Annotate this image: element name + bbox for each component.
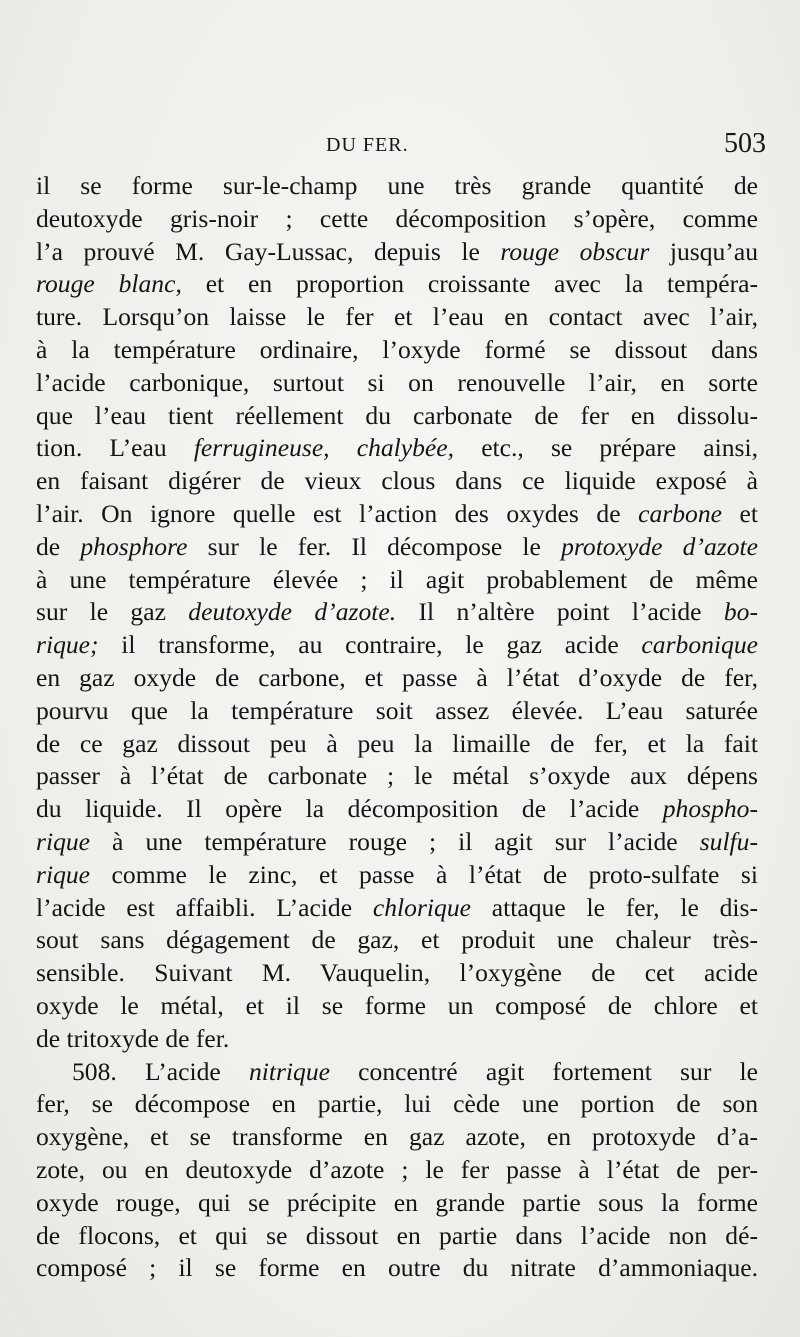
text-line: sensible. Suivant M. Vauquelin, l’oxygène de cet acide xyxy=(36,958,758,988)
text-line: tion. L’eau ferrugineuse, chalybée, etc., se prépare ainsi, xyxy=(36,433,758,463)
text-line: l’acide carbonique, surtout si on renouvelle l’air, en sorte xyxy=(36,367,758,397)
text-line: fer, se décompose en partie, lui cède une portion de son xyxy=(36,1089,758,1119)
page-number: 503 xyxy=(724,128,766,159)
page-header xyxy=(36,128,766,168)
text-line: rouge blanc, et en proportion croissante avec la tempéra- xyxy=(36,269,758,299)
body-text xyxy=(36,170,758,1285)
text-line: l’air. On ignore quelle est l’action des oxydes de carbone et xyxy=(36,498,759,528)
text-line: du liquide. Il opère la décomposition de l’acide phospho- xyxy=(36,794,758,824)
text-line: pourvu que la température soit assez élevée. L’eau saturée xyxy=(36,695,758,725)
text-line: de tritoxyde de fer. xyxy=(36,1023,230,1053)
text-line: il se forme sur-le-champ une très grande quantité de xyxy=(36,171,758,200)
text-line: composé ; il se forme en outre du nitrate d’ammoniaque. xyxy=(36,1253,758,1283)
text-line: l’acide est affaibli. L’acide chlorique attaque le fer, le dis- xyxy=(36,892,758,922)
text-line: en faisant digérer de vieux clous dans ce liquide exposé à xyxy=(36,466,758,496)
text-line: de flocons, et qui se dissout en partie dans l’acide non dé- xyxy=(36,1220,758,1250)
text-line: de phosphore sur le fer. Il décompose le protoxyde d’azote xyxy=(36,531,759,561)
text-line: passer à l’état de carbonate ; le métal s’oxyde aux dépens xyxy=(36,761,758,791)
running-head: DU FER. xyxy=(326,134,409,156)
text-line: en gaz oxyde de carbone, et passe à l’état d’oxyde de fer, xyxy=(36,662,758,692)
text-line: sout sans dégagement de gaz, et produit une chaleur très- xyxy=(36,925,758,955)
text-line: zote, ou en deutoxyde d’azote ; le fer passe à l’état de per- xyxy=(36,1154,758,1184)
text-line: l’a prouvé M. Gay-Lussac, depuis le rouge obscur jusqu’au xyxy=(36,236,758,266)
text-line: rique à une température rouge ; il agit sur l’acide sulfu- xyxy=(36,826,758,856)
text-line: à une température élevée ; il agit probablement de même xyxy=(36,564,758,594)
text-line: de ce gaz dissout peu à peu la limaille de fer, et la fait xyxy=(36,728,758,758)
text-line: à la température ordinaire, l’oxyde formé se dissout dans xyxy=(36,334,758,364)
text-line: que l’eau tient réellement du carbonate de fer en dissolu- xyxy=(36,400,758,430)
paragraph-508-start: 508. L’acide nitrique concentré agit fortement sur le xyxy=(72,1056,758,1086)
text-line: oxyde rouge, qui se précipite en grande partie sous la forme xyxy=(36,1187,758,1217)
text-line: rique; il transforme, au contraire, le gaz acide carbonique xyxy=(36,630,758,660)
text-line: sur le gaz deutoxyde d’azote. Il n’altère point l’acide bo- xyxy=(36,597,758,627)
text-line: rique comme le zinc, et passe à l’état de proto-sulfate si xyxy=(36,859,758,889)
text-line: oxyde le métal, et il se forme un composé de chlore et xyxy=(36,990,758,1020)
text-line: oxygène, et se transforme en gaz azote, en protoxyde d’a- xyxy=(36,1122,758,1152)
text-line: deutoxyde gris-noir ; cette décomposition s’opère, comme xyxy=(36,203,758,233)
text-line: ture. Lorsqu’on laisse le fer et l’eau en contact avec l’air, xyxy=(36,302,758,332)
